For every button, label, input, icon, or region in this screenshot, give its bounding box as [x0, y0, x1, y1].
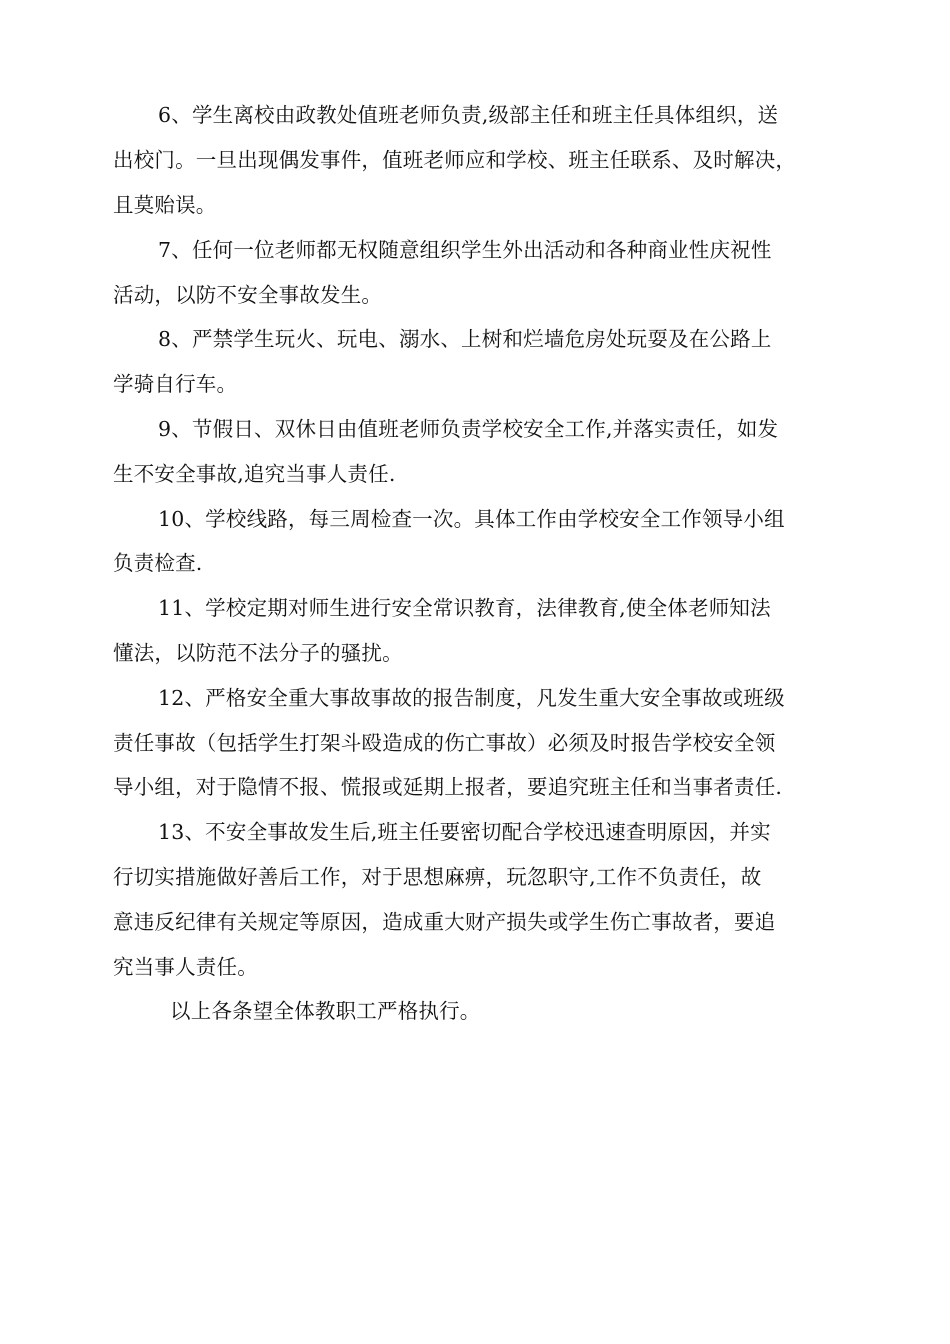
paragraph-10-line-2: 负责检查. — [113, 551, 203, 575]
paragraph-13-line-1: 13、不安全事故发生后,班主任要密切配合学校迅速查明原因，并实 — [158, 820, 771, 844]
paragraph-9-line-2: 生不安全事故,追究当事人责任. — [113, 462, 396, 486]
paragraph-13-line-3: 意违反纪律有关规定等原因，造成重大财产损失或学生伤亡事故者，要追 — [113, 910, 776, 934]
paragraph-12-line-3: 导小组，对于隐情不报、慌报或延期上报者，要追究班主任和当事者责任. — [113, 775, 783, 799]
paragraph-7-line-2: 活动，以防不安全事故发生。 — [113, 283, 383, 307]
paragraph-13-line-2: 行切实措施做好善后工作，对于思想麻痹，玩忽职守,工作不负责任，故 — [113, 865, 762, 889]
paragraph-12-line-1: 12、严格安全重大事故事故的报告制度，凡发生重大安全事故或班级 — [158, 686, 785, 710]
paragraph-6-line-2: 出校门。一旦出现偶发事件，值班老师应和学校、班主任联系、及时解决， — [113, 148, 797, 172]
paragraph-11-line-2: 懂法，以防范不法分子的骚扰。 — [113, 641, 403, 665]
paragraph-8-line-2: 学骑自行车。 — [113, 372, 238, 396]
closing-statement: 以上各条望全体教职工严格执行。 — [170, 999, 481, 1023]
paragraph-9-line-1: 9、节假日、双休日由值班老师负责学校安全工作,并落实责任，如发 — [158, 417, 779, 441]
paragraph-7-line-1: 7、任何一位老师都无权随意组织学生外出活动和各种商业性庆祝性 — [158, 238, 772, 262]
paragraph-11-line-1: 11、学校定期对师生进行安全常识教育，法律教育,使全体老师知法 — [158, 596, 771, 620]
paragraph-6-line-3: 且莫贻误。 — [113, 193, 217, 217]
paragraph-10-line-1: 10、学校线路，每三周检查一次。具体工作由学校安全工作领导小组 — [158, 507, 785, 531]
paragraph-12-line-2: 责任事故（包括学生打架斗殴造成的伤亡事故）必须及时报告学校安全领 — [113, 731, 776, 755]
paragraph-13-line-4: 究当事人责任。 — [113, 955, 258, 979]
paragraph-8-line-1: 8、严禁学生玩火、玩电、溺水、上树和烂墙危房处玩耍及在公路上 — [158, 327, 772, 351]
paragraph-6-line-1: 6、学生离校由政教处值班老师负责,级部主任和班主任具体组织，送 — [158, 103, 779, 127]
